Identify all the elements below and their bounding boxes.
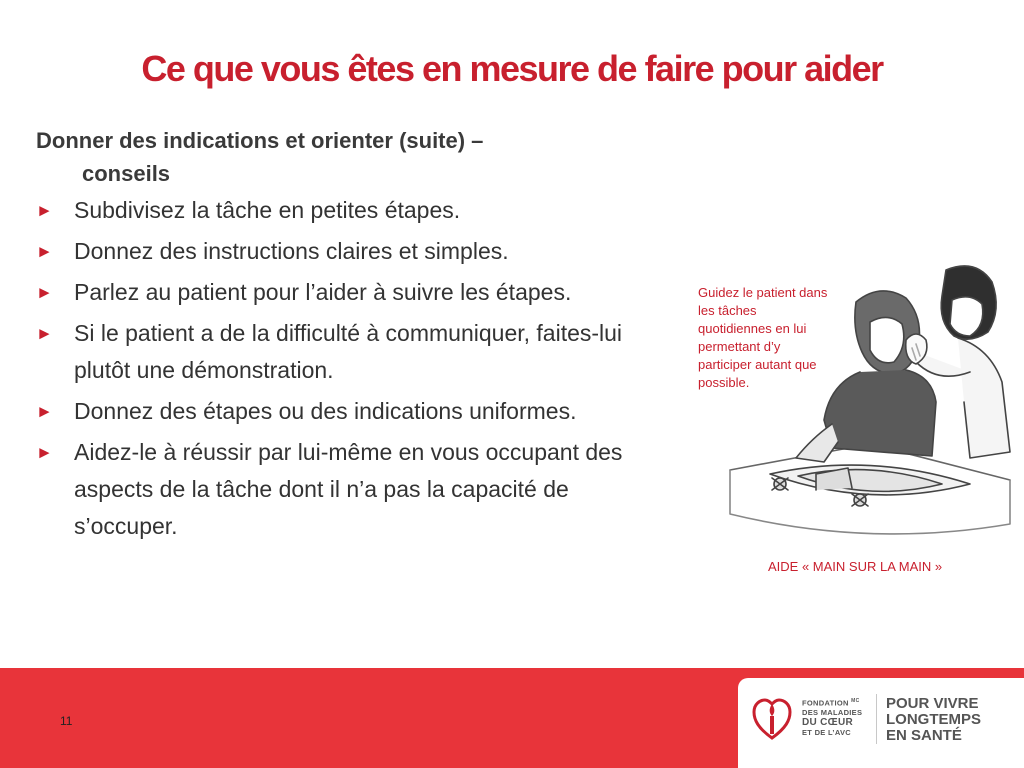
list-item-text: Subdivisez la tâche en petites étapes. [74,197,461,223]
slogan-line-1: POUR VIVRE [886,695,979,712]
triangle-right-icon: ► [36,324,53,343]
triangle-right-icon: ► [36,242,53,261]
list-item-text: Si le patient a de la difficulté à communiquer, faites-lui plutôt une démonstration. [74,320,623,383]
tips-list [36,192,676,545]
foundation-name [802,697,862,737]
list-item-text: Parlez au patient pour l’aider à suivre les étapes. [74,279,572,305]
section-subtitle [36,124,676,190]
list-item-text: Aidez-le à réussir par lui-même en vous occupant des aspects de la tâche dont il n’a pas la capacité de s’occuper. [74,439,623,539]
foundation-line-4: ET DE L’AVC [802,727,851,737]
slogan [886,696,981,744]
logo-divider [876,694,877,744]
list-item-text: Donnez des étapes ou des indications uniformes. [74,398,577,424]
slogan-line-3: EN SANTÉ [886,727,962,744]
slide-title: Ce que vous êtes en mesure de faire pour aider [141,48,883,89]
list-item [36,233,676,270]
list-item [36,274,676,311]
triangle-right-icon: ► [36,402,53,421]
foundation-line-1: FONDATION [802,698,849,708]
triangle-right-icon: ► [36,283,53,302]
foundation-line-3: DU CŒUR [802,716,853,728]
list-item [36,192,676,229]
heart-torch-logo-icon [752,694,792,742]
list-item [36,315,676,389]
figure-caption: Guidez le patient dans les tâches quotidiennes en lui permettant d’y participer autant que possible. [698,285,828,390]
subtitle-line-2: conseils [82,161,171,186]
slogan-line-2: LONGTEMPS [886,711,982,728]
slide-content [36,124,676,549]
triangle-right-icon: ► [36,201,53,220]
foundation-line-2: DES MALADIES [802,707,863,717]
list-item [36,393,676,430]
trademark-mark: MC [851,698,860,704]
list-item [36,434,676,545]
subtitle-line-1: Donner des indications et orienter (suite) – [36,128,484,153]
triangle-right-icon: ► [36,443,53,462]
figure-label: AIDE « MAIN SUR LA MAIN » [768,559,943,574]
list-item-text: Donnez des instructions claires et simples. [74,238,509,264]
page-number: 11 [60,714,73,728]
